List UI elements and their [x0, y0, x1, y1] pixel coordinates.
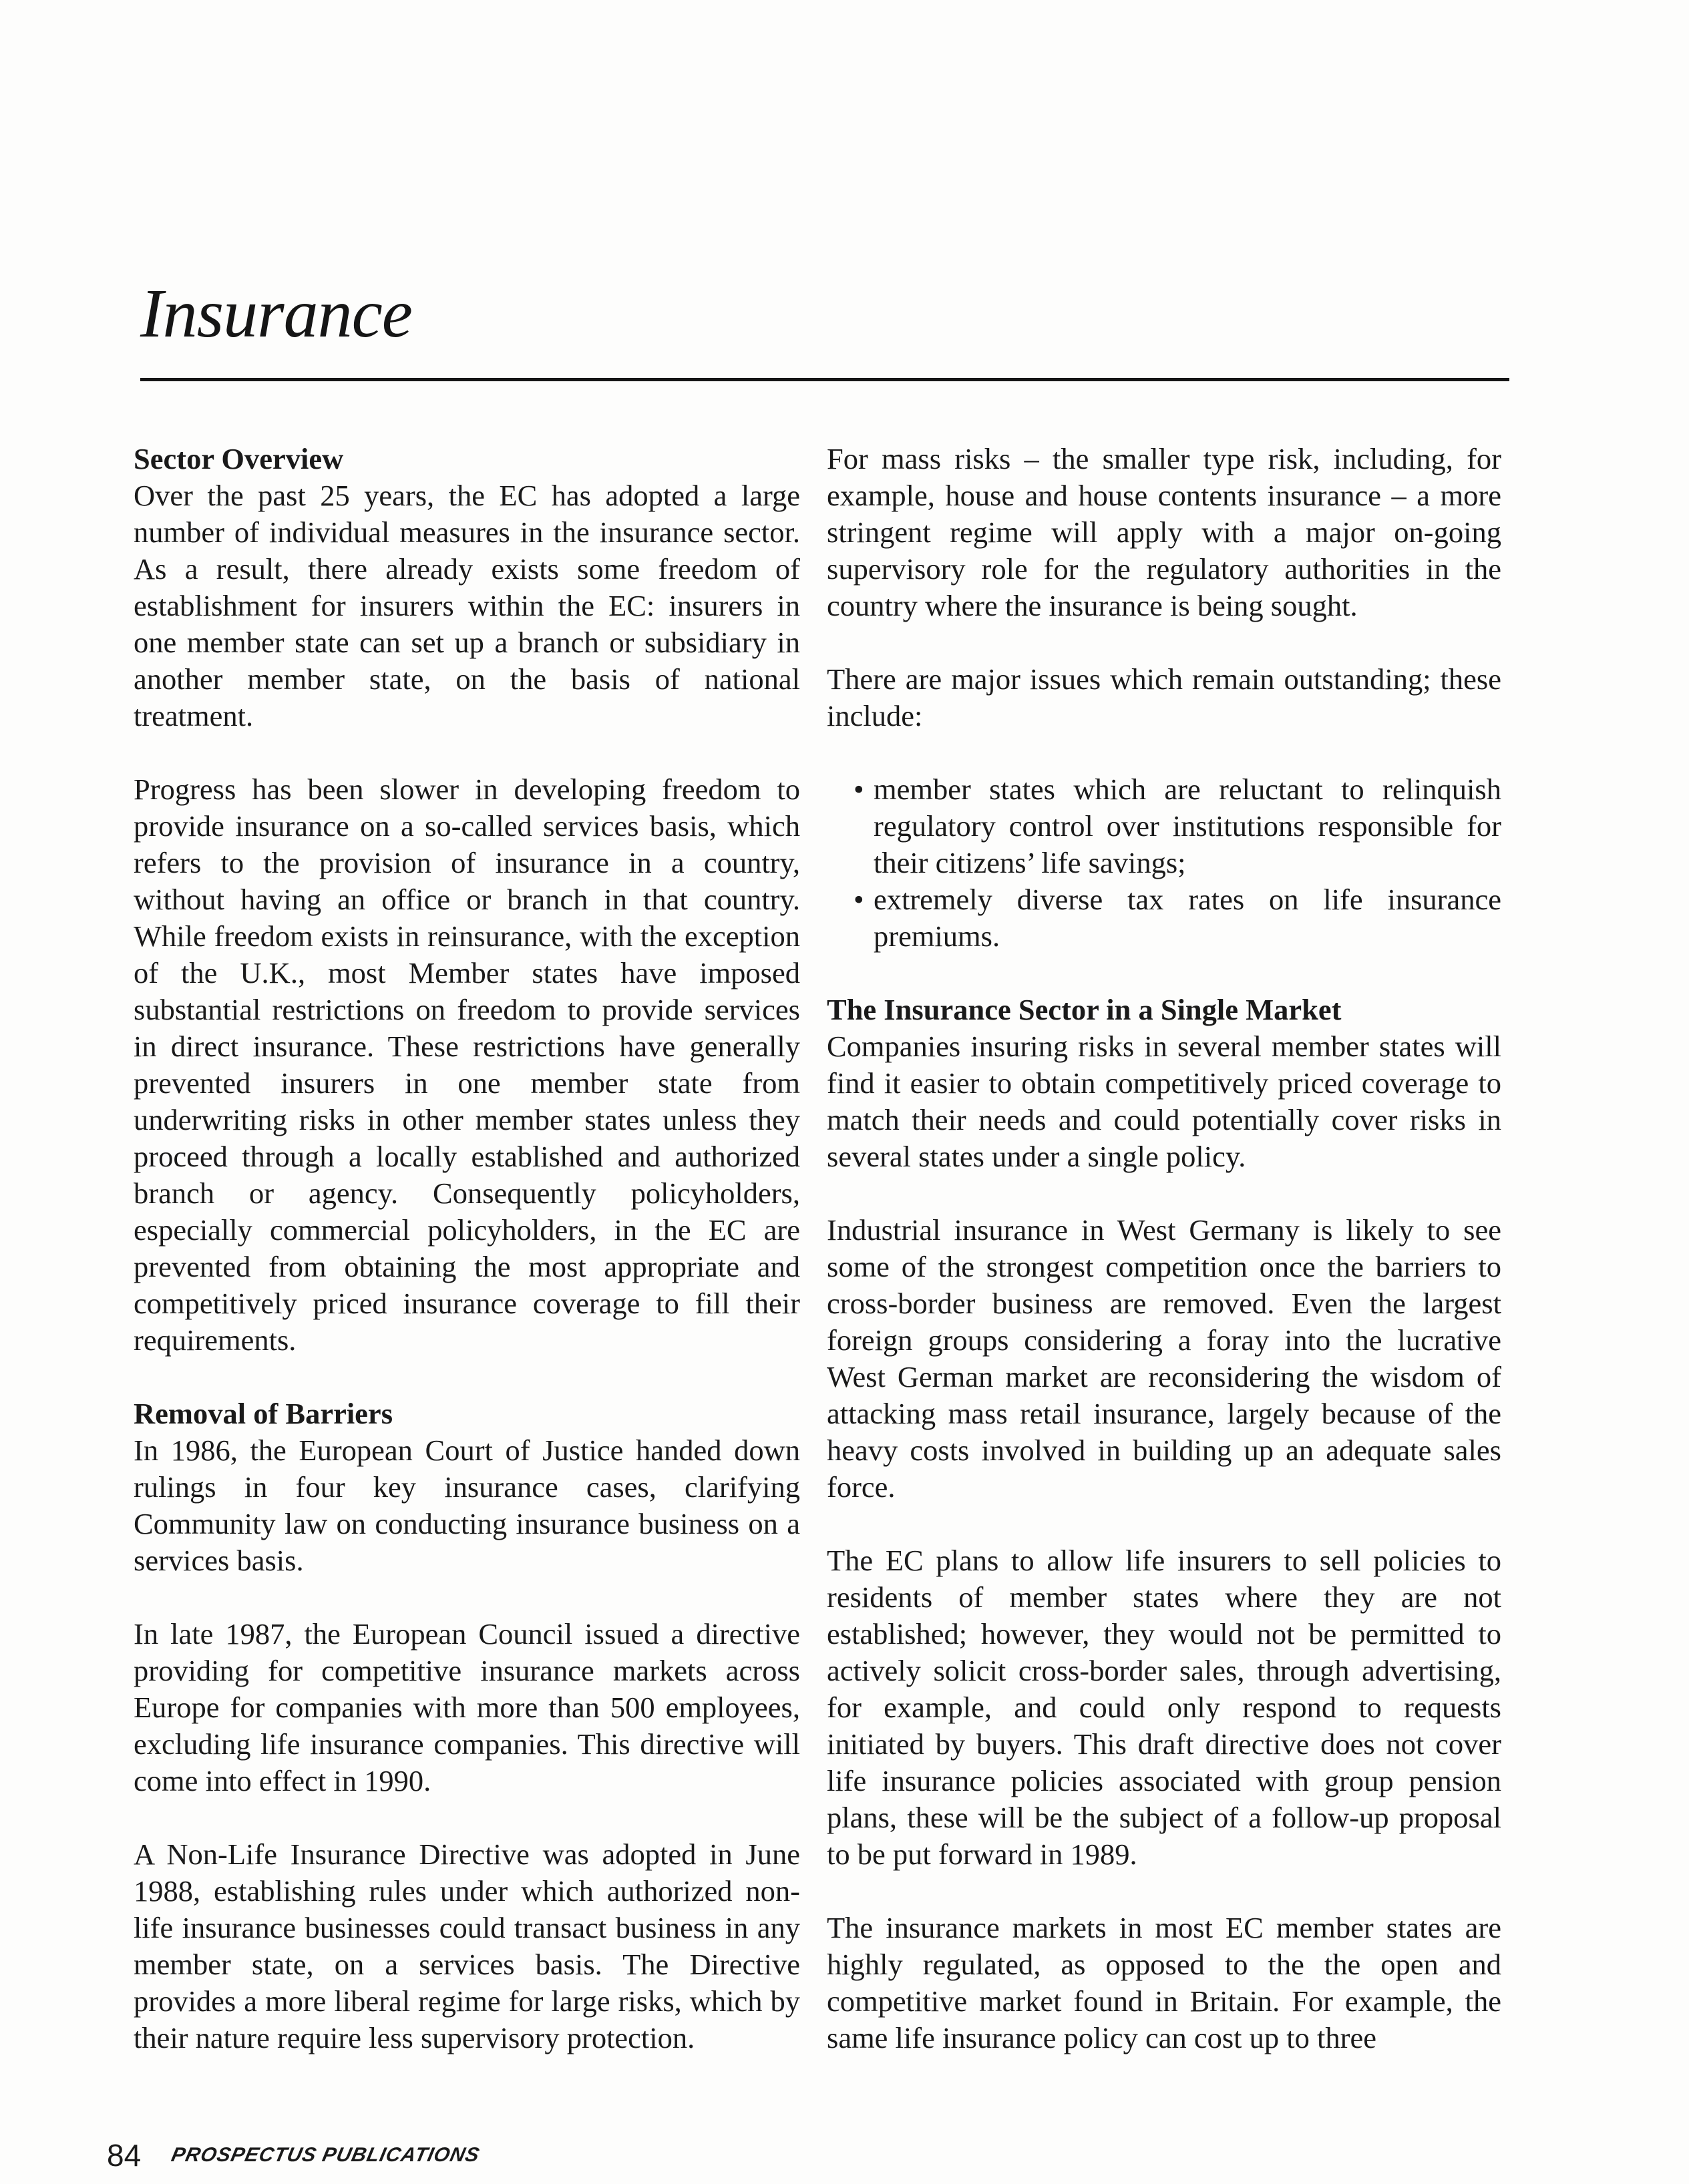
paragraph: Companies insuring risks in several member states will find it easier to obtain competitively priced coverage to match their needs and could potentially cover risks in several states under a single policy.: [827, 1030, 1501, 1173]
bullet-icon: •: [854, 883, 864, 916]
outstanding-issues-list: [827, 771, 1501, 955]
heading-sector-overview: Sector Overview: [134, 442, 344, 475]
right-column: [827, 441, 1501, 2093]
paragraph: The EC plans to allow life insurers to sell policies to residents of member states where they are not established; however, they would not be permitted to actively solicit cross-border sales, through advertising, for example, and could only respond to requests initiated by buyers. This draft directive does not cover life insurance policies associated with group pension plans, these will be the subject of a follow-up proposal to be put forward in 1989.: [827, 1544, 1501, 1871]
heading-single-market: The Insurance Sector in a Single Market: [827, 993, 1342, 1026]
heading-removal-of-barriers: Removal of Barriers: [134, 1397, 393, 1430]
list-item-text: member states which are reluctant to relinquish regulatory control over institutions responsible for their citizens’ life savings;: [874, 773, 1501, 879]
bullet-icon: •: [854, 773, 864, 806]
paragraph: The insurance markets in most EC member states are highly regulated, as opposed to the the open and competitive market found in Britain. For example, the same life insurance policy can cost up to three: [827, 1911, 1501, 2054]
section-single-market: [827, 992, 1501, 2056]
page-footer: [107, 2135, 480, 2175]
left-column: [134, 441, 800, 2093]
paragraph: In 1986, the European Court of Justice handed down rulings in four key insurance cases, clarifying Community law on conducting insurance business on a services basis.: [134, 1434, 800, 1577]
paragraph: Over the past 25 years, the EC has adopted a large number of individual measures in the insurance sector. As a result, there already exists some freedom of establishment for insurers within the EC: insurers in one member state can set up a branch or subsidiary in another member state, on the basis of national treatment.: [134, 479, 800, 732]
section-sector-overview: [134, 441, 800, 1359]
list-item: [854, 771, 1501, 881]
paragraph: Industrial insurance in West Germany is likely to see some of the strongest competition once the barriers to cross-border business are removed. Even the largest foreign groups considering a foray into the lucrative West German market are reconsidering the wisdom of attacking mass retail insurance, largely because of the heavy costs involved in building up an adequate sales force.: [827, 1213, 1501, 1504]
paragraph: In late 1987, the European Council issued a directive providing for competitive insurance markets across Europe for companies with more than 500 employees, excluding life insurance companies. This directive will come into effect in 1990.: [134, 1617, 800, 1797]
paragraph: For mass risks – the smaller type risk, including, for example, house and house contents insurance – a more stringent regime will apply with a major on-going supervisory role for the regulatory authorities in the country where the insurance is being sought.: [827, 442, 1501, 622]
publisher-logo: PROSPECTUS PUBLICATIONS: [169, 2144, 482, 2166]
list-item-text: extremely diverse tax rates on life insurance premiums.: [874, 883, 1501, 953]
page-number: 84: [107, 2138, 142, 2173]
list-item: [854, 881, 1501, 955]
paragraph: A Non-Life Insurance Directive was adopted in June 1988, establishing rules under which authorized non-life insurance businesses could transact business in any member state, on a services basis. The Directive provides a more liberal regime for large risks, which by their nature require less supervisory protection.: [134, 1837, 800, 2054]
title-rule: [140, 378, 1509, 381]
page-title: Insurance: [140, 275, 412, 352]
paragraph: There are major issues which remain outstanding; these include:: [827, 662, 1501, 732]
paragraph: Progress has been slower in developing freedom to provide insurance on a so-called services basis, which refers to the provision of insurance in a country, without having an office or branch in that country. While freedom exists in reinsurance, with the exception of the U.K., most Member states have imposed substantial restrictions on freedom to provide services in direct insurance. These restrictions have generally prevented insurers in one member state from underwriting risks in other member states unless they proceed through a locally established and authorized branch or agency. Consequently policyholders, especially commercial policyholders, in the EC are prevented from obtaining the most appropriate and competitively priced insurance coverage to fill their requirements.: [134, 773, 800, 1357]
section-removal-of-barriers: [134, 1395, 800, 2056]
